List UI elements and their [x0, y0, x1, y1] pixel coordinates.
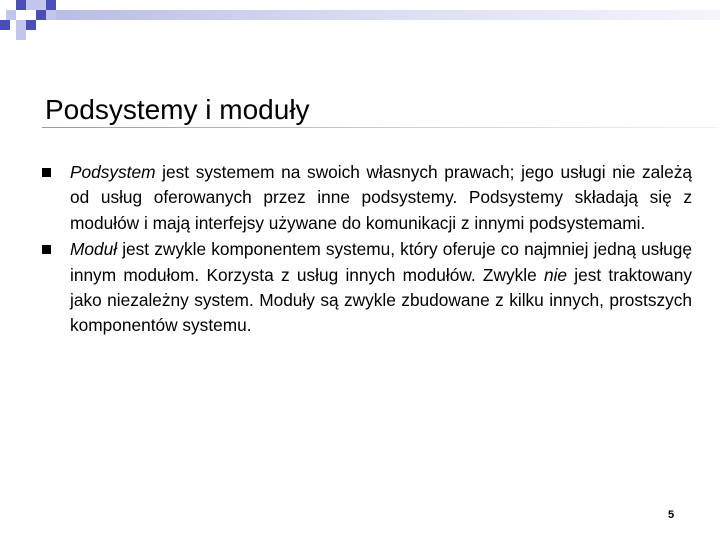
square-bullet-icon — [42, 245, 51, 254]
square-bullet-icon — [42, 168, 51, 177]
bullet-item-modul — [42, 237, 692, 339]
checker-square — [16, 0, 26, 10]
bullet-item-podsystem — [42, 160, 692, 236]
bullet-list — [42, 160, 692, 340]
checker-decoration — [0, 0, 720, 40]
page-number: 5 — [668, 509, 675, 521]
header-stripe — [56, 10, 720, 20]
checker-square — [46, 10, 56, 20]
checker-square — [26, 20, 36, 30]
title-divider — [42, 127, 718, 128]
term-podsystem: Podsystem — [70, 162, 156, 182]
bullet-text: jest traktowany jako niezależny system. Moduły są zwykle zbudowane z kilku innych, prostszych komponentów systemu. — [70, 264, 692, 336]
checker-square — [36, 0, 46, 10]
checker-square — [46, 0, 56, 10]
checker-square — [0, 20, 10, 30]
checker-square — [6, 10, 16, 20]
term-modul: Moduł — [70, 239, 118, 260]
slide-title: Podsystemy i moduły — [45, 93, 310, 125]
checker-square — [36, 10, 46, 20]
bullet-text: jest systemem na swoich własnych prawach; jego usługi nie zależą od usług oferowanych przez inne podsystemy. Podsystemy składają się z modułów i mają interfejsy używane do komunikacji z innymi podsystemami. — [70, 162, 692, 233]
checker-square — [16, 20, 26, 30]
checker-square — [16, 30, 26, 40]
emphasis-nie: nie — [543, 264, 568, 285]
checker-square — [26, 0, 36, 10]
bullet-text: jest zwykle komponentem systemu, który oferuje co najmniej jedną usługę innym modułom. Korzysta z usług innych modułów. Zwykle — [70, 239, 692, 285]
